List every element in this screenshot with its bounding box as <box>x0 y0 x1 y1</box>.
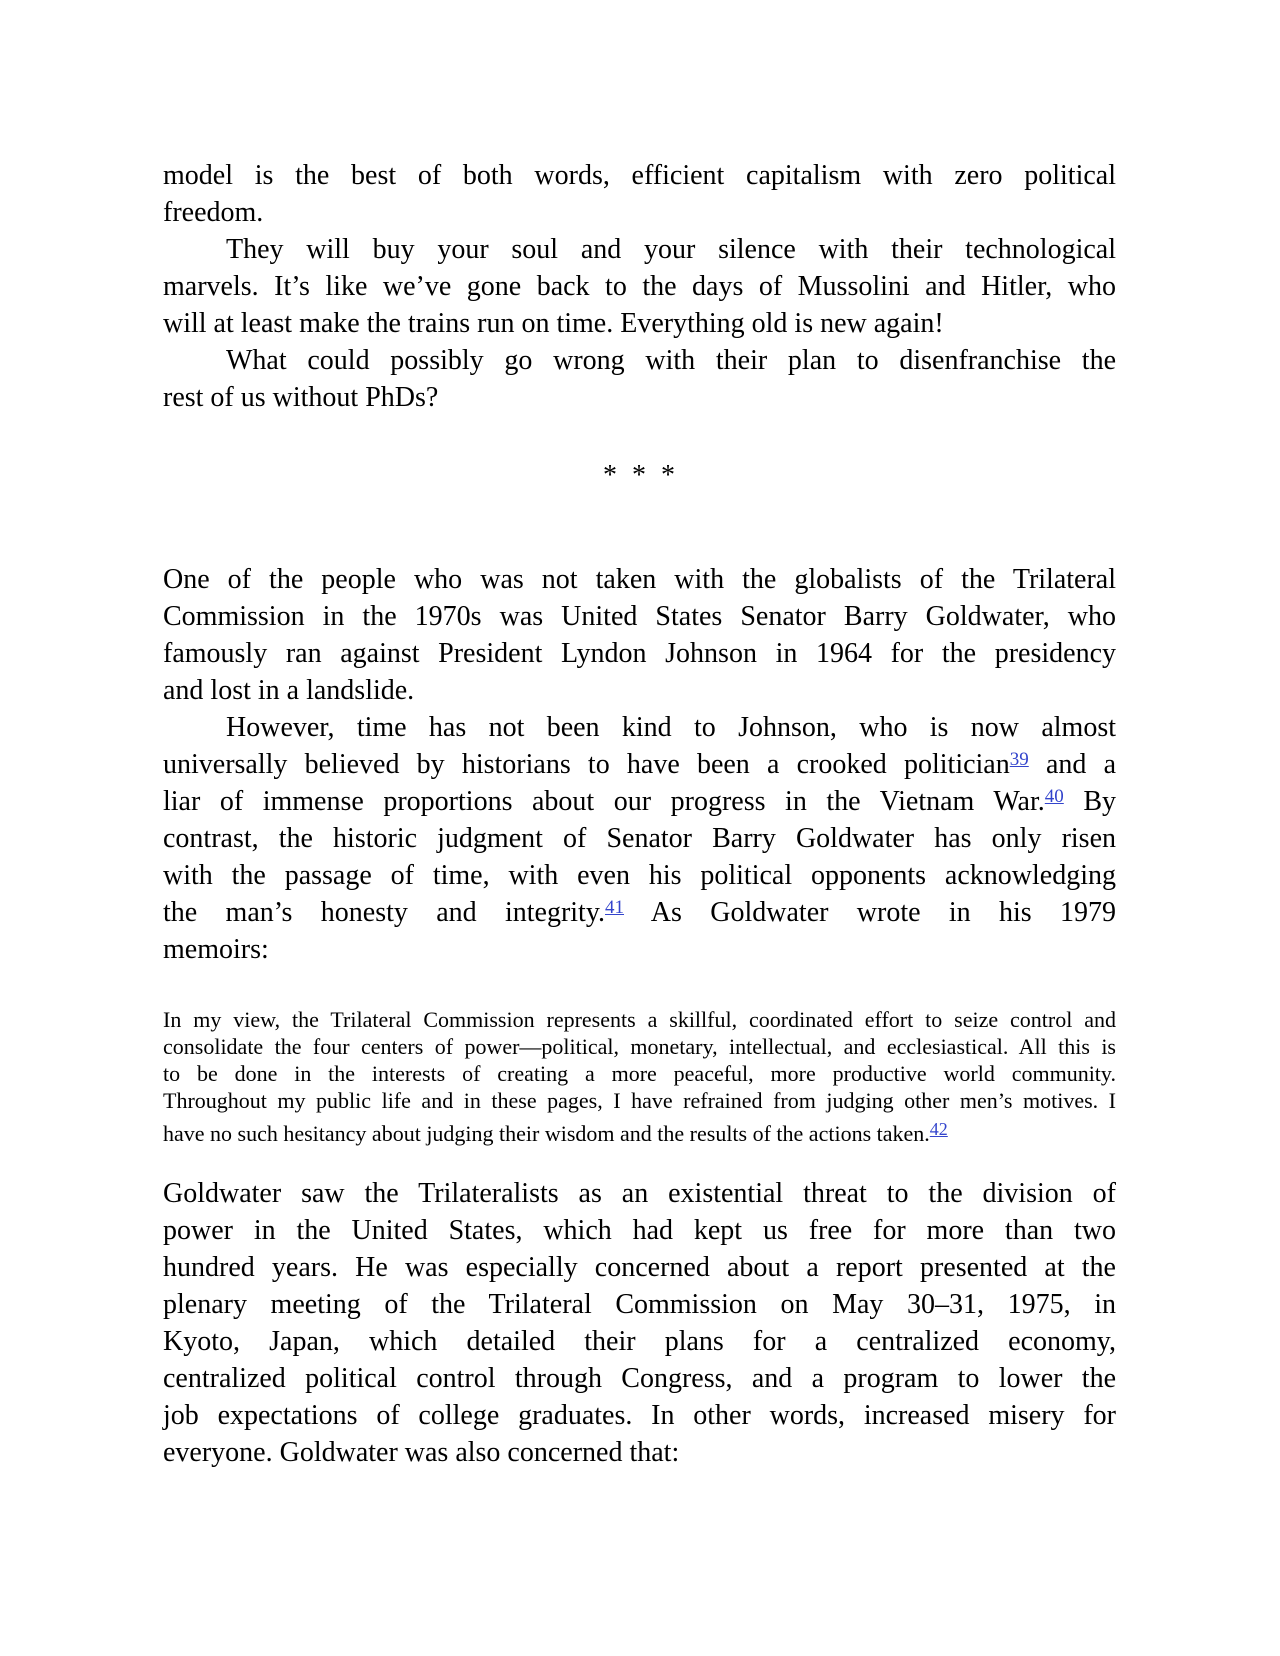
paragraph <box>163 1175 1116 1471</box>
text-segment: job expectations of college graduates. In other words, increased misery for <box>163 1400 1116 1431</box>
paragraph <box>163 157 1116 231</box>
footnote-link[interactable]: 41 <box>605 897 625 918</box>
text-line <box>163 783 1116 820</box>
blockquote <box>163 1006 1116 1147</box>
text-line <box>163 342 1116 379</box>
text-segment: hundred years. He was especially concerned about a report presented at the <box>163 1252 1116 1283</box>
text-segment: and lost in a landslide. <box>163 675 415 706</box>
paragraph <box>163 561 1116 709</box>
text-segment: liar of immense proportions about our progress in the Vietnam War. <box>163 786 1045 817</box>
page-content <box>163 157 1116 1471</box>
text-line <box>163 1249 1116 1286</box>
text-line <box>163 379 1116 416</box>
text-segment: By <box>1063 786 1117 817</box>
text-segment: the man’s honesty and integrity. <box>163 897 606 928</box>
text-segment: everyone. Goldwater was also concerned that: <box>163 1437 680 1468</box>
text-line <box>163 561 1116 598</box>
text-segment: famously ran against President Lyndon Johnson in 1964 for the presidency <box>163 638 1116 669</box>
text-segment: centralized political control through Congress, and a program to lower the <box>163 1363 1116 1394</box>
text-line <box>163 1286 1116 1323</box>
text-segment: However, time has not been kind to Johnson, who is now almost <box>226 712 1116 743</box>
text-line <box>163 1033 1116 1060</box>
text-segment: Goldwater saw the Trilateralists as an existential threat to the division of <box>163 1178 1116 1209</box>
text-line <box>163 1434 1116 1471</box>
text-segment: One of the people who was not taken with the globalists of the Trilateral <box>163 564 1116 595</box>
paragraph <box>163 342 1116 416</box>
paragraph <box>163 231 1116 342</box>
text-segment: As Goldwater wrote in his 1979 <box>624 897 1116 928</box>
text-line <box>163 857 1116 894</box>
text-line <box>163 931 1116 968</box>
text-segment: power in the United States, which had kept us free for more than two <box>163 1215 1116 1246</box>
text-segment: with the passage of time, with even his political opponents acknowledging <box>163 860 1116 891</box>
text-segment: rest of us without PhDs? <box>163 382 439 413</box>
text-line <box>163 268 1116 305</box>
text-segment: will at least make the trains run on time. Everything old is new again! <box>163 308 944 339</box>
text-line <box>163 672 1116 709</box>
text-segment: Throughout my public life and in these pages, I have refrained from judging other men’s motives. I <box>163 1088 1116 1113</box>
text-line <box>163 820 1116 857</box>
text-line <box>163 635 1116 672</box>
text-segment: Commission in the 1970s was United States Senator Barry Goldwater, who <box>163 601 1116 632</box>
text-line <box>163 1060 1116 1087</box>
text-line <box>163 305 1116 342</box>
text-line <box>163 231 1116 268</box>
text-segment: and a <box>1028 749 1116 780</box>
text-line <box>163 194 1116 231</box>
text-segment: universally believed by historians to have been a crooked politician <box>163 749 1010 780</box>
text-line <box>163 1212 1116 1249</box>
text-segment: They will buy your soul and your silence with their technological <box>226 234 1116 265</box>
text-segment: consolidate the four centers of power—political, monetary, intellectual, and ecclesiastical. All this is <box>163 1034 1116 1059</box>
text-line <box>163 1006 1116 1033</box>
text-segment: plenary meeting of the Trilateral Commission on May 30–31, 1975, in <box>163 1289 1116 1320</box>
text-segment: What could possibly go wrong with their plan to disenfranchise the <box>226 345 1116 376</box>
text-line <box>163 1120 1116 1147</box>
text-segment: memoirs: <box>163 934 269 965</box>
section-separator: * * * <box>603 460 676 491</box>
text-line <box>163 894 1116 931</box>
paragraph <box>163 709 1116 968</box>
text-line <box>163 746 1116 783</box>
text-line <box>163 1087 1116 1114</box>
footnote-link[interactable]: 39 <box>1009 749 1029 770</box>
text-segment: contrast, the historic judgment of Senator Barry Goldwater has only risen <box>163 823 1116 854</box>
text-line <box>163 598 1116 635</box>
text-segment: have no such hesitancy about judging their wisdom and the results of the actions taken. <box>163 1121 930 1146</box>
text-line <box>163 1360 1116 1397</box>
text-segment: marvels. It’s like we’ve gone back to the days of Mussolini and Hitler, who <box>163 271 1116 302</box>
text-line <box>163 1175 1116 1212</box>
text-line <box>163 1397 1116 1434</box>
text-line <box>163 157 1116 194</box>
text-segment: model is the best of both words, efficient capitalism with zero political <box>163 160 1116 191</box>
text-segment: In my view, the Trilateral Commission represents a skillful, coordinated effort to seize control and <box>163 1007 1116 1032</box>
footnote-link[interactable]: 40 <box>1044 786 1064 807</box>
text-segment: to be done in the interests of creating a more peaceful, more productive world community. <box>163 1061 1116 1086</box>
text-line <box>163 1323 1116 1360</box>
text-segment: Kyoto, Japan, which detailed their plans for a centralized economy, <box>163 1326 1116 1357</box>
text-line <box>163 709 1116 746</box>
footnote-link[interactable]: 42 <box>929 1119 948 1139</box>
text-segment: freedom. <box>163 197 264 228</box>
